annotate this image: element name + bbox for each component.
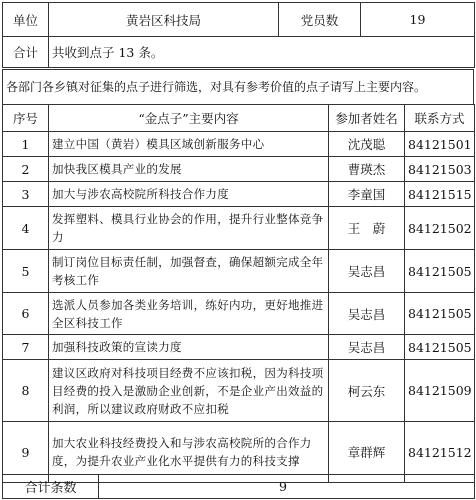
row-name: 曹瑛杰 <box>329 157 405 182</box>
header-table <box>2 2 475 68</box>
row-content: 建立中国（黄岩）模具区域创新服务中心 <box>49 132 329 157</box>
unit-label: 单位 <box>3 3 49 37</box>
total-label: 合计 <box>3 37 49 68</box>
footer-table <box>2 474 475 499</box>
row-content: 加大与涉农高校院所科技合作力度 <box>49 182 329 207</box>
row-name: 柯云东 <box>329 360 405 422</box>
table-row <box>3 157 475 182</box>
table-row <box>3 360 475 422</box>
row-phone: 84121505 <box>405 250 475 293</box>
row-no: 6 <box>3 293 49 335</box>
row-phone: 84121515 <box>405 182 475 207</box>
col-no-header: 序号 <box>3 105 49 132</box>
table-header-row <box>3 105 475 132</box>
row-phone: 84121502 <box>405 207 475 250</box>
unit-value: 黄岩区科技局 <box>49 3 279 37</box>
row-no: 4 <box>3 207 49 250</box>
ideas-table <box>2 104 475 483</box>
row-content: 建议区政府对科技项目经费不应该扣税，因为科技项目经费的投入是激励企业创新，不是企业产出效益的利润，所以建议政府财政不应扣税 <box>49 360 329 422</box>
row-no: 9 <box>3 422 49 483</box>
table-row <box>3 335 475 360</box>
row-content: 选派人员参加各类业务培训，练好内功，更好地推进全区科技工作 <box>49 293 329 335</box>
row-no: 2 <box>3 157 49 182</box>
row-no: 7 <box>3 335 49 360</box>
row-phone: 84121509 <box>405 360 475 422</box>
row-no: 3 <box>3 182 49 207</box>
row-name: 王 蔚 <box>329 207 405 250</box>
row-phone: 84121512 <box>405 422 475 483</box>
row-content: 加大农业科技经费投入和与涉农高校院所的合作力度，为提升农业产业化水平提供有力的科技支撑 <box>49 422 329 483</box>
row-no: 8 <box>3 360 49 422</box>
col-content-header: “金点子”主要内容 <box>49 105 329 132</box>
col-name-header: 参加者姓名 <box>329 105 405 132</box>
table-row <box>3 207 475 250</box>
members-label: 党员数 <box>279 3 361 37</box>
row-content: 制订岗位目标责任制，加强督查，确保超额完成全年考核工作 <box>49 250 329 293</box>
form-page <box>2 2 474 498</box>
row-name: 李童国 <box>329 182 405 207</box>
members-value: 19 <box>361 3 475 37</box>
row-name: 章群辉 <box>329 422 405 483</box>
row-content: 加强科技政策的宣读力度 <box>49 335 329 360</box>
count-label: 合计条数 <box>3 475 99 499</box>
count-value: 9 <box>99 475 475 499</box>
row-no: 1 <box>3 132 49 157</box>
table-row <box>3 250 475 293</box>
col-contact-header: 联系方式 <box>405 105 475 132</box>
row-phone: 84121503 <box>405 157 475 182</box>
row-phone: 84121505 <box>405 335 475 360</box>
row-name: 吴志昌 <box>329 293 405 335</box>
notice-table <box>2 69 474 105</box>
row-name: 吴志昌 <box>329 335 405 360</box>
row-name: 沈茂聪 <box>329 132 405 157</box>
table-row <box>3 182 475 207</box>
row-content: 发挥塑料、模具行业协会的作用，提升行业整体竞争力 <box>49 207 329 250</box>
table-row <box>3 293 475 335</box>
notice-text: 各部门各乡镇对征集的点子进行筛选，对具有参考价值的点子请写上主要内容。 <box>3 70 474 105</box>
row-phone: 84121505 <box>405 293 475 335</box>
row-name: 吴志昌 <box>329 250 405 293</box>
total-value: 共收到点子 13 条。 <box>49 37 475 68</box>
row-phone: 84121501 <box>405 132 475 157</box>
row-content: 加快我区模具产业的发展 <box>49 157 329 182</box>
row-no: 5 <box>3 250 49 293</box>
table-row <box>3 132 475 157</box>
